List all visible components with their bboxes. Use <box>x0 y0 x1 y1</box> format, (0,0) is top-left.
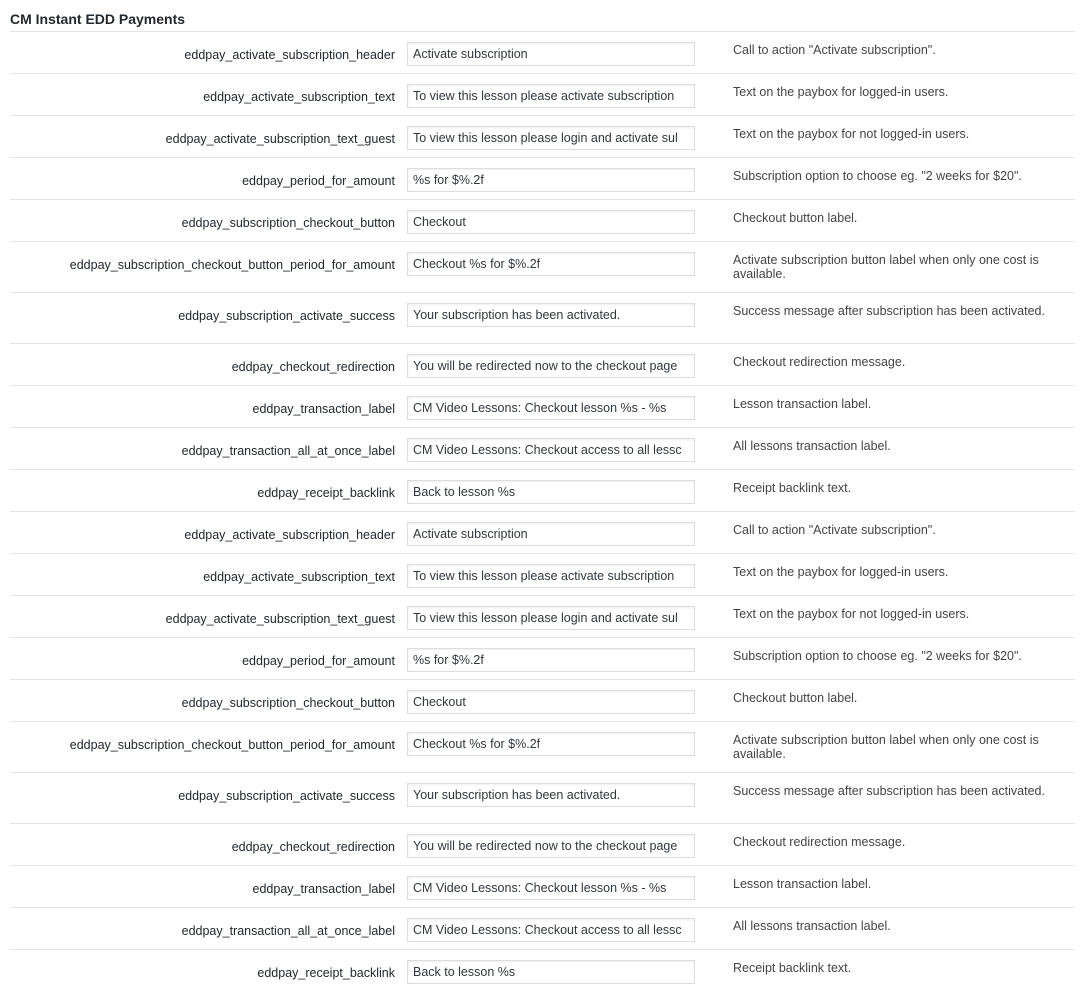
setting-description: Activate subscription button label when only one cost is available. <box>733 733 1039 761</box>
setting-description: Text on the paybox for logged-in users. <box>733 85 949 99</box>
setting-name: eddpay_transaction_all_at_once_label <box>181 924 395 938</box>
setting-name: eddpay_receipt_backlink <box>257 966 395 980</box>
table-row <box>10 200 1075 242</box>
setting-description: Success message after subscription has been activated. <box>733 304 1045 318</box>
setting-description: Receipt backlink text. <box>733 961 852 975</box>
setting-name: eddpay_activate_subscription_text_guest <box>165 612 395 626</box>
setting-input[interactable] <box>407 354 695 378</box>
setting-description: Text on the paybox for logged-in users. <box>733 565 949 579</box>
table-row <box>10 116 1075 158</box>
setting-input[interactable] <box>407 960 695 984</box>
setting-description: Checkout redirection message. <box>733 835 906 849</box>
setting-name: eddpay_subscription_activate_success <box>178 309 395 323</box>
setting-description: Text on the paybox for not logged-in users. <box>733 607 970 621</box>
setting-input[interactable] <box>407 126 695 150</box>
setting-name: eddpay_period_for_amount <box>242 654 395 668</box>
setting-name: eddpay_checkout_redirection <box>231 840 395 854</box>
setting-name: eddpay_subscription_checkout_button_period_for_amount <box>69 258 395 272</box>
setting-input[interactable] <box>407 918 695 942</box>
setting-input[interactable] <box>407 480 695 504</box>
setting-input[interactable] <box>407 648 695 672</box>
setting-description: Receipt backlink text. <box>733 481 852 495</box>
setting-description: Checkout redirection message. <box>733 355 906 369</box>
table-row <box>10 344 1075 386</box>
setting-input[interactable] <box>407 42 695 66</box>
table-row <box>10 293 1075 344</box>
setting-name: eddpay_activate_subscription_header <box>184 48 395 62</box>
setting-input[interactable] <box>407 876 695 900</box>
setting-description: Lesson transaction label. <box>733 397 872 411</box>
setting-name: eddpay_period_for_amount <box>242 174 395 188</box>
setting-input[interactable] <box>407 690 695 714</box>
table-row <box>10 824 1075 866</box>
setting-description: Subscription option to choose eg. "2 weeks for $20". <box>733 169 1022 183</box>
setting-description: Checkout button label. <box>733 211 858 225</box>
setting-description: Checkout button label. <box>733 691 858 705</box>
table-row <box>10 386 1075 428</box>
setting-input[interactable] <box>407 783 695 807</box>
table-row <box>10 512 1075 554</box>
setting-name: eddpay_transaction_all_at_once_label <box>181 444 395 458</box>
settings-table <box>10 31 1075 992</box>
table-row <box>10 32 1075 74</box>
setting-input[interactable] <box>407 522 695 546</box>
table-row <box>10 596 1075 638</box>
setting-name: eddpay_subscription_activate_success <box>178 789 395 803</box>
table-row <box>10 950 1075 992</box>
table-row <box>10 908 1075 950</box>
setting-name: eddpay_transaction_label <box>252 882 395 896</box>
setting-input[interactable] <box>407 396 695 420</box>
table-row <box>10 680 1075 722</box>
section-title: CM Instant EDD Payments <box>10 11 186 27</box>
setting-input[interactable] <box>407 606 695 630</box>
setting-description: All lessons transaction label. <box>733 919 891 933</box>
table-row <box>10 866 1075 908</box>
setting-description: Text on the paybox for not logged-in users. <box>733 127 970 141</box>
setting-name: eddpay_activate_subscription_text <box>203 90 395 104</box>
setting-name: eddpay_checkout_redirection <box>231 360 395 374</box>
setting-description: Call to action "Activate subscription". <box>733 43 936 57</box>
setting-description: Lesson transaction label. <box>733 877 872 891</box>
setting-description: Subscription option to choose eg. "2 weeks for $20". <box>733 649 1022 663</box>
table-row <box>10 722 1075 773</box>
setting-name: eddpay_activate_subscription_header <box>184 528 395 542</box>
setting-input[interactable] <box>407 564 695 588</box>
table-row <box>10 74 1075 116</box>
setting-input[interactable] <box>407 168 695 192</box>
setting-description: Success message after subscription has been activated. <box>733 784 1045 798</box>
setting-input[interactable] <box>407 84 695 108</box>
table-row <box>10 428 1075 470</box>
table-row <box>10 242 1075 293</box>
setting-name: eddpay_subscription_checkout_button <box>181 696 395 710</box>
setting-name: eddpay_subscription_checkout_button <box>181 216 395 230</box>
setting-name: eddpay_activate_subscription_text_guest <box>165 132 395 146</box>
table-row <box>10 554 1075 596</box>
setting-input[interactable] <box>407 732 695 756</box>
table-row <box>10 158 1075 200</box>
setting-input[interactable] <box>407 210 695 234</box>
setting-name: eddpay_subscription_checkout_button_period_for_amount <box>69 738 395 752</box>
setting-description: Activate subscription button label when only one cost is available. <box>733 253 1039 281</box>
setting-description: All lessons transaction label. <box>733 439 891 453</box>
table-row <box>10 773 1075 824</box>
table-row <box>10 470 1075 512</box>
setting-name: eddpay_transaction_label <box>252 402 395 416</box>
setting-input[interactable] <box>407 834 695 858</box>
table-row <box>10 638 1075 680</box>
setting-description: Call to action "Activate subscription". <box>733 523 936 537</box>
setting-name: eddpay_activate_subscription_text <box>203 570 395 584</box>
setting-input[interactable] <box>407 252 695 276</box>
setting-input[interactable] <box>407 438 695 462</box>
setting-name: eddpay_receipt_backlink <box>257 486 395 500</box>
setting-input[interactable] <box>407 303 695 327</box>
